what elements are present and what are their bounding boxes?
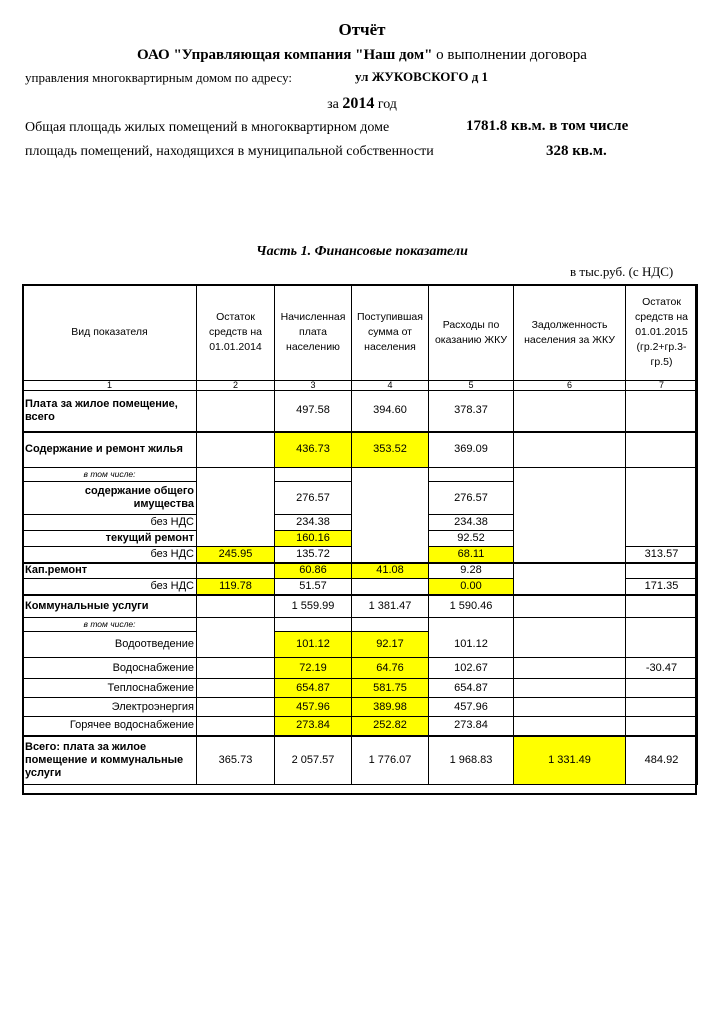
year-prefix: за [327, 97, 343, 112]
cell-debt [514, 482, 626, 515]
table-row-hot-water [23, 717, 698, 736]
cell-opening-balance [197, 482, 275, 515]
cell-debt [514, 658, 626, 679]
col-number: 6 [514, 381, 626, 391]
cell-expenses: 378.37 [429, 391, 514, 432]
cell-closing-balance [626, 679, 698, 698]
cell-expenses: 1 968.83 [429, 736, 514, 785]
table-row-current-repair-novat [23, 547, 698, 563]
table-row-current-repair [23, 531, 698, 547]
cell-debt [514, 515, 626, 531]
col-header-expenses: Расходы по оказанию ЖКУ [429, 285, 514, 381]
cell-charged: 160.16 [275, 531, 352, 547]
cell-opening-balance [197, 698, 275, 717]
cell-opening-balance: 365.73 [197, 736, 275, 785]
table-row-electricity [23, 698, 698, 717]
table-row-note [23, 468, 698, 482]
col-header-indicator: Вид показателя [23, 285, 197, 381]
cell-charged: 273.84 [275, 717, 352, 736]
col-header-charged: Начисленная плата населению [275, 285, 352, 381]
cell-received: 1 776.07 [352, 736, 429, 785]
cell-received [352, 579, 429, 595]
cell-opening-balance [197, 531, 275, 547]
cell-debt [514, 391, 626, 432]
cell-closing-balance: 171.35 [626, 579, 698, 595]
cell-debt [514, 547, 626, 563]
col-number: 1 [23, 381, 197, 391]
col-number: 2 [197, 381, 275, 391]
cell-closing-balance [626, 531, 698, 547]
cell-closing-balance [626, 698, 698, 717]
section-title: Часть 1. Финансовые показатели [256, 244, 468, 259]
table-row-sewerage [23, 632, 698, 658]
cell-debt [514, 698, 626, 717]
cell-debt [514, 595, 626, 618]
cell-expenses: 234.38 [429, 515, 514, 531]
cell-opening-balance [197, 717, 275, 736]
cell-expenses: 273.84 [429, 717, 514, 736]
municipal-area-label: площадь помещений, находящихся в муниципальной собственности [25, 144, 434, 159]
cell-opening-balance [197, 563, 275, 579]
cell-charged: 1 559.99 [275, 595, 352, 618]
cell-closing-balance: 484.92 [626, 736, 698, 785]
row-label: Кап.ремонт [23, 563, 197, 579]
row-label: Горячее водоснабжение [23, 717, 197, 736]
cell-debt: 1 331.49 [514, 736, 626, 785]
cell-received: 92.17 [352, 632, 429, 658]
cell-closing-balance [626, 482, 698, 515]
cell-received [352, 531, 429, 547]
col-number: 5 [429, 381, 514, 391]
table-row-water [23, 658, 698, 679]
cell-opening-balance [197, 432, 275, 468]
col-number: 4 [352, 381, 429, 391]
cell-closing-balance [626, 391, 698, 432]
cell-closing-balance [626, 515, 698, 531]
cell-received [352, 547, 429, 563]
row-label: Содержание и ремонт жилья [23, 432, 197, 468]
cell-closing-balance: -30.47 [626, 658, 698, 679]
cell-closing-balance [626, 432, 698, 468]
cell-opening-balance [197, 632, 275, 658]
company-prefix: ОАО [137, 47, 174, 63]
cell-expenses: 1 590.46 [429, 595, 514, 618]
cell-debt [514, 579, 626, 595]
cell-received [352, 515, 429, 531]
including-note: в том числе: [23, 468, 197, 482]
row-label: содержание общего имущества [23, 482, 197, 515]
cell-closing-balance [626, 595, 698, 618]
year-value: 2014 [342, 95, 375, 112]
column-number-row [23, 381, 698, 391]
table-row-common-property-novat [23, 515, 698, 531]
cell-expenses: 457.96 [429, 698, 514, 717]
cell-opening-balance [197, 679, 275, 698]
cell-opening-balance [197, 658, 275, 679]
total-area-label: Общая площадь жилых помещений в многоквартирном доме [25, 120, 390, 135]
cell-expenses: 369.09 [429, 432, 514, 468]
company-name: "Управляющая компания "Наш дом" [173, 47, 433, 63]
cell-expenses: 654.87 [429, 679, 514, 698]
cell-debt [514, 531, 626, 547]
row-label: Коммунальные услуги [23, 595, 197, 618]
cell-expenses: 101.12 [429, 632, 514, 658]
cell-charged: 101.12 [275, 632, 352, 658]
cell-received: 353.52 [352, 432, 429, 468]
cell-charged: 654.87 [275, 679, 352, 698]
cell-opening-balance [197, 595, 275, 618]
col-header-closing-balance: Остаток средств на 01.01.2015 (гр.2+гр.3-гр.5) [626, 285, 698, 381]
row-label: Теплоснабжение [23, 679, 197, 698]
cell-charged: 2 057.57 [275, 736, 352, 785]
col-number: 3 [275, 381, 352, 391]
cell-closing-balance: 313.57 [626, 547, 698, 563]
cell-charged: 276.57 [275, 482, 352, 515]
cell-debt [514, 432, 626, 468]
cell-charged: 436.73 [275, 432, 352, 468]
cell-received: 581.75 [352, 679, 429, 698]
row-label: Водоотведение [23, 632, 197, 658]
cell-charged: 72.19 [275, 658, 352, 679]
units-note: в тыс.руб. (с НДС) [570, 264, 674, 279]
row-label: без НДС [23, 579, 197, 595]
cell-closing-balance [626, 632, 698, 658]
address-label: управления многоквартирным домом по адресу: [25, 70, 293, 85]
col-header-received: Поступившая сумма от населения [352, 285, 429, 381]
row-label: текущий ремонт [23, 531, 197, 547]
cell-expenses: 102.67 [429, 658, 514, 679]
cell-received: 41.08 [352, 563, 429, 579]
cell-received: 394.60 [352, 391, 429, 432]
including-note: в том числе: [23, 618, 197, 632]
cell-opening-balance: 245.95 [197, 547, 275, 563]
row-label: Электроэнергия [23, 698, 197, 717]
cell-expenses: 0.00 [429, 579, 514, 595]
col-header-debt: Задолженность населения за ЖКУ [514, 285, 626, 381]
table-row-heating [23, 679, 698, 698]
cell-charged: 497.58 [275, 391, 352, 432]
table-row-capital-repair [23, 563, 698, 579]
contract-text: о выполнении договора [432, 47, 587, 63]
report-year-line [0, 95, 724, 113]
municipal-area-value: 328 кв.м. [546, 143, 607, 159]
table-row-capital-repair-novat [23, 579, 698, 595]
total-area-value: 1781.8 кв.м. в том числе [466, 118, 629, 134]
cell-debt [514, 679, 626, 698]
table-row-housing-total [23, 391, 698, 432]
report-subtitle [0, 47, 724, 64]
address-value: ул ЖУКОВСКОГО д 1 [355, 69, 489, 84]
col-header-opening-balance: Остаток средств на 01.01.2014 [197, 285, 275, 381]
report-title: Отчёт [338, 20, 386, 39]
cell-charged: 135.72 [275, 547, 352, 563]
cell-debt [514, 563, 626, 579]
table-header-row [23, 285, 698, 381]
table-row-grand-total [23, 736, 698, 785]
cell-opening-balance: 119.78 [197, 579, 275, 595]
row-label: Водоснабжение [23, 658, 197, 679]
cell-expenses: 276.57 [429, 482, 514, 515]
cell-expenses: 68.11 [429, 547, 514, 563]
cell-charged: 457.96 [275, 698, 352, 717]
cell-expenses: 92.52 [429, 531, 514, 547]
table-row-note [23, 618, 698, 632]
table-row-common-property [23, 482, 698, 515]
row-label: без НДС [23, 515, 197, 531]
cell-closing-balance [626, 563, 698, 579]
cell-closing-balance [626, 717, 698, 736]
cell-charged: 51.57 [275, 579, 352, 595]
row-label: без НДС [23, 547, 197, 563]
table-row-maintenance [23, 432, 698, 468]
cell-debt [514, 632, 626, 658]
cell-received: 252.82 [352, 717, 429, 736]
year-suffix: год [374, 97, 397, 112]
cell-received: 389.98 [352, 698, 429, 717]
row-label: Всего: плата за жилое помещение и коммунальные услуги [23, 736, 197, 785]
cell-received: 64.76 [352, 658, 429, 679]
cell-expenses: 9.28 [429, 563, 514, 579]
cell-charged: 234.38 [275, 515, 352, 531]
cell-charged: 60.86 [275, 563, 352, 579]
financial-table [22, 284, 698, 785]
cell-debt [514, 717, 626, 736]
row-label: Плата за жилое помещение, всего [23, 391, 197, 432]
cell-received: 1 381.47 [352, 595, 429, 618]
table-row-utilities [23, 595, 698, 618]
cell-opening-balance [197, 391, 275, 432]
cell-received [352, 482, 429, 515]
cell-opening-balance [197, 515, 275, 531]
col-number: 7 [626, 381, 698, 391]
